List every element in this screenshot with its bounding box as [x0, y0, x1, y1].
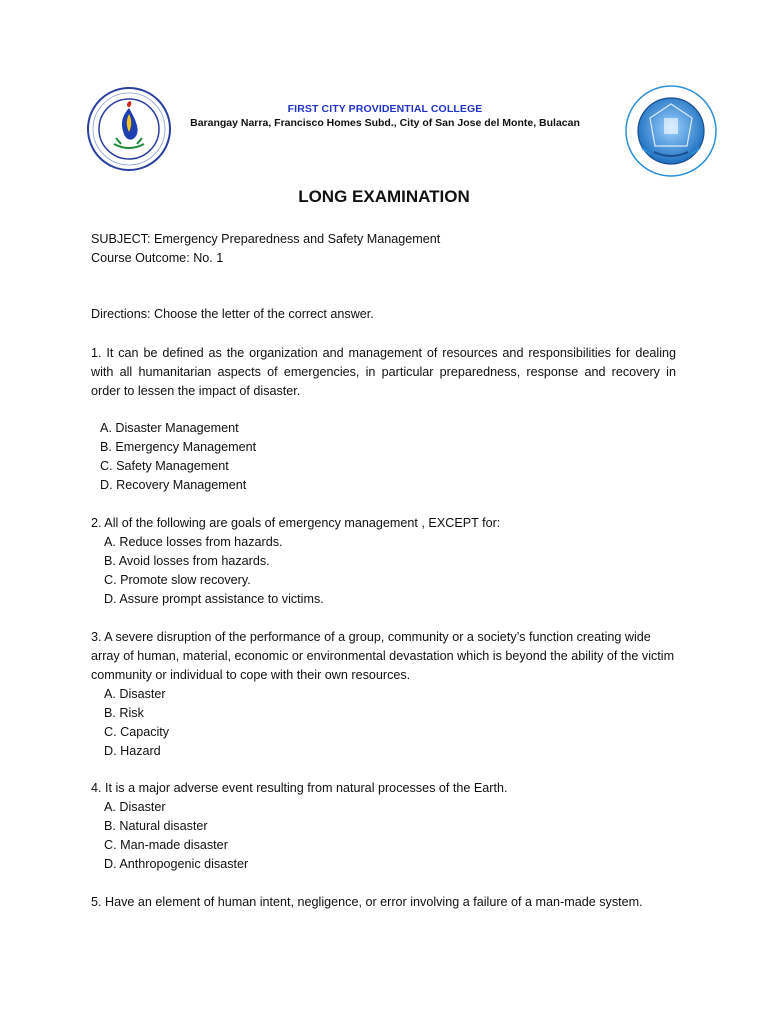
question-stem: 2. All of the following are goals of emergency management , EXCEPT for:: [91, 516, 501, 530]
education-seal-icon: [624, 84, 718, 178]
answer-option-c[interactable]: C. Promote slow recovery.: [104, 573, 251, 587]
subject-line: SUBJECT: Emergency Preparedness and Safety Management: [91, 232, 441, 246]
exam-title: LONG EXAMINATION: [298, 187, 470, 206]
answer-option-b[interactable]: B. Risk: [104, 706, 144, 720]
question-stem: 4. It is a major adverse event resulting from natural processes of the Earth.: [91, 781, 508, 795]
exam-info: [91, 230, 676, 268]
college-address: Barangay Narra, Francisco Homes Subd., City of San Jose del Monte, Bulacan: [190, 117, 580, 129]
answer-option-c[interactable]: C. Safety Management: [100, 459, 229, 473]
question-stem: 5. Have an element of human intent, negligence, or error involving a failure of a man-made system.: [91, 895, 643, 909]
directions: Directions: Choose the letter of the correct answer.: [91, 307, 374, 321]
answer-option-a[interactable]: A. Reduce losses from hazards.: [104, 535, 283, 549]
answer-option-c[interactable]: C. Capacity: [104, 725, 170, 739]
answer-option-b[interactable]: B. Avoid losses from hazards.: [104, 554, 270, 568]
answer-option-a[interactable]: A. Disaster: [104, 800, 166, 814]
college-of-education-seal-logo: [624, 84, 718, 178]
question-2: [91, 514, 676, 609]
college-seal-logo: [86, 86, 172, 172]
answer-option-d[interactable]: D. Assure prompt assistance to victims.: [104, 592, 324, 606]
college-name: FIRST CITY PROVIDENTIAL COLLEGE: [287, 103, 483, 115]
letterhead: [170, 103, 600, 130]
answer-option-a[interactable]: A. Disaster Management: [100, 421, 239, 435]
answer-option-b[interactable]: B. Natural disaster: [104, 819, 208, 833]
answer-option-c[interactable]: C. Man-made disaster: [104, 838, 228, 852]
answer-option-d[interactable]: D. Recovery Management: [100, 478, 247, 492]
question-1: [91, 344, 676, 495]
college-seal-icon: [86, 86, 172, 172]
question-4: [91, 779, 676, 874]
answer-option-b[interactable]: B. Emergency Management: [100, 440, 257, 454]
answer-options: [91, 419, 676, 495]
answer-options: [91, 798, 676, 874]
question-3: [91, 628, 676, 761]
question-stem: 1. It can be defined as the organization and management of resources and responsibilities for dealing with all humanitarian aspects of emergencies, in particular preparedness, response and recovery in order to lessen the impact of disaster.: [91, 346, 676, 398]
answer-option-d[interactable]: D. Anthropogenic disaster: [104, 857, 249, 871]
answer-option-d[interactable]: D. Hazard: [104, 744, 161, 758]
answer-options: [91, 685, 676, 761]
answer-options: [91, 533, 676, 609]
question-stem: 3. A severe disruption of the performance of a group, community or a society’s function creating wide array of human, material, economic or environmental devastation which is beyond the ability of the victim community or individual to cope with their own resources.: [91, 630, 675, 682]
course-outcome-line: Course Outcome: No. 1: [91, 251, 224, 265]
question-5: [91, 893, 676, 912]
answer-option-a[interactable]: A. Disaster: [104, 687, 166, 701]
